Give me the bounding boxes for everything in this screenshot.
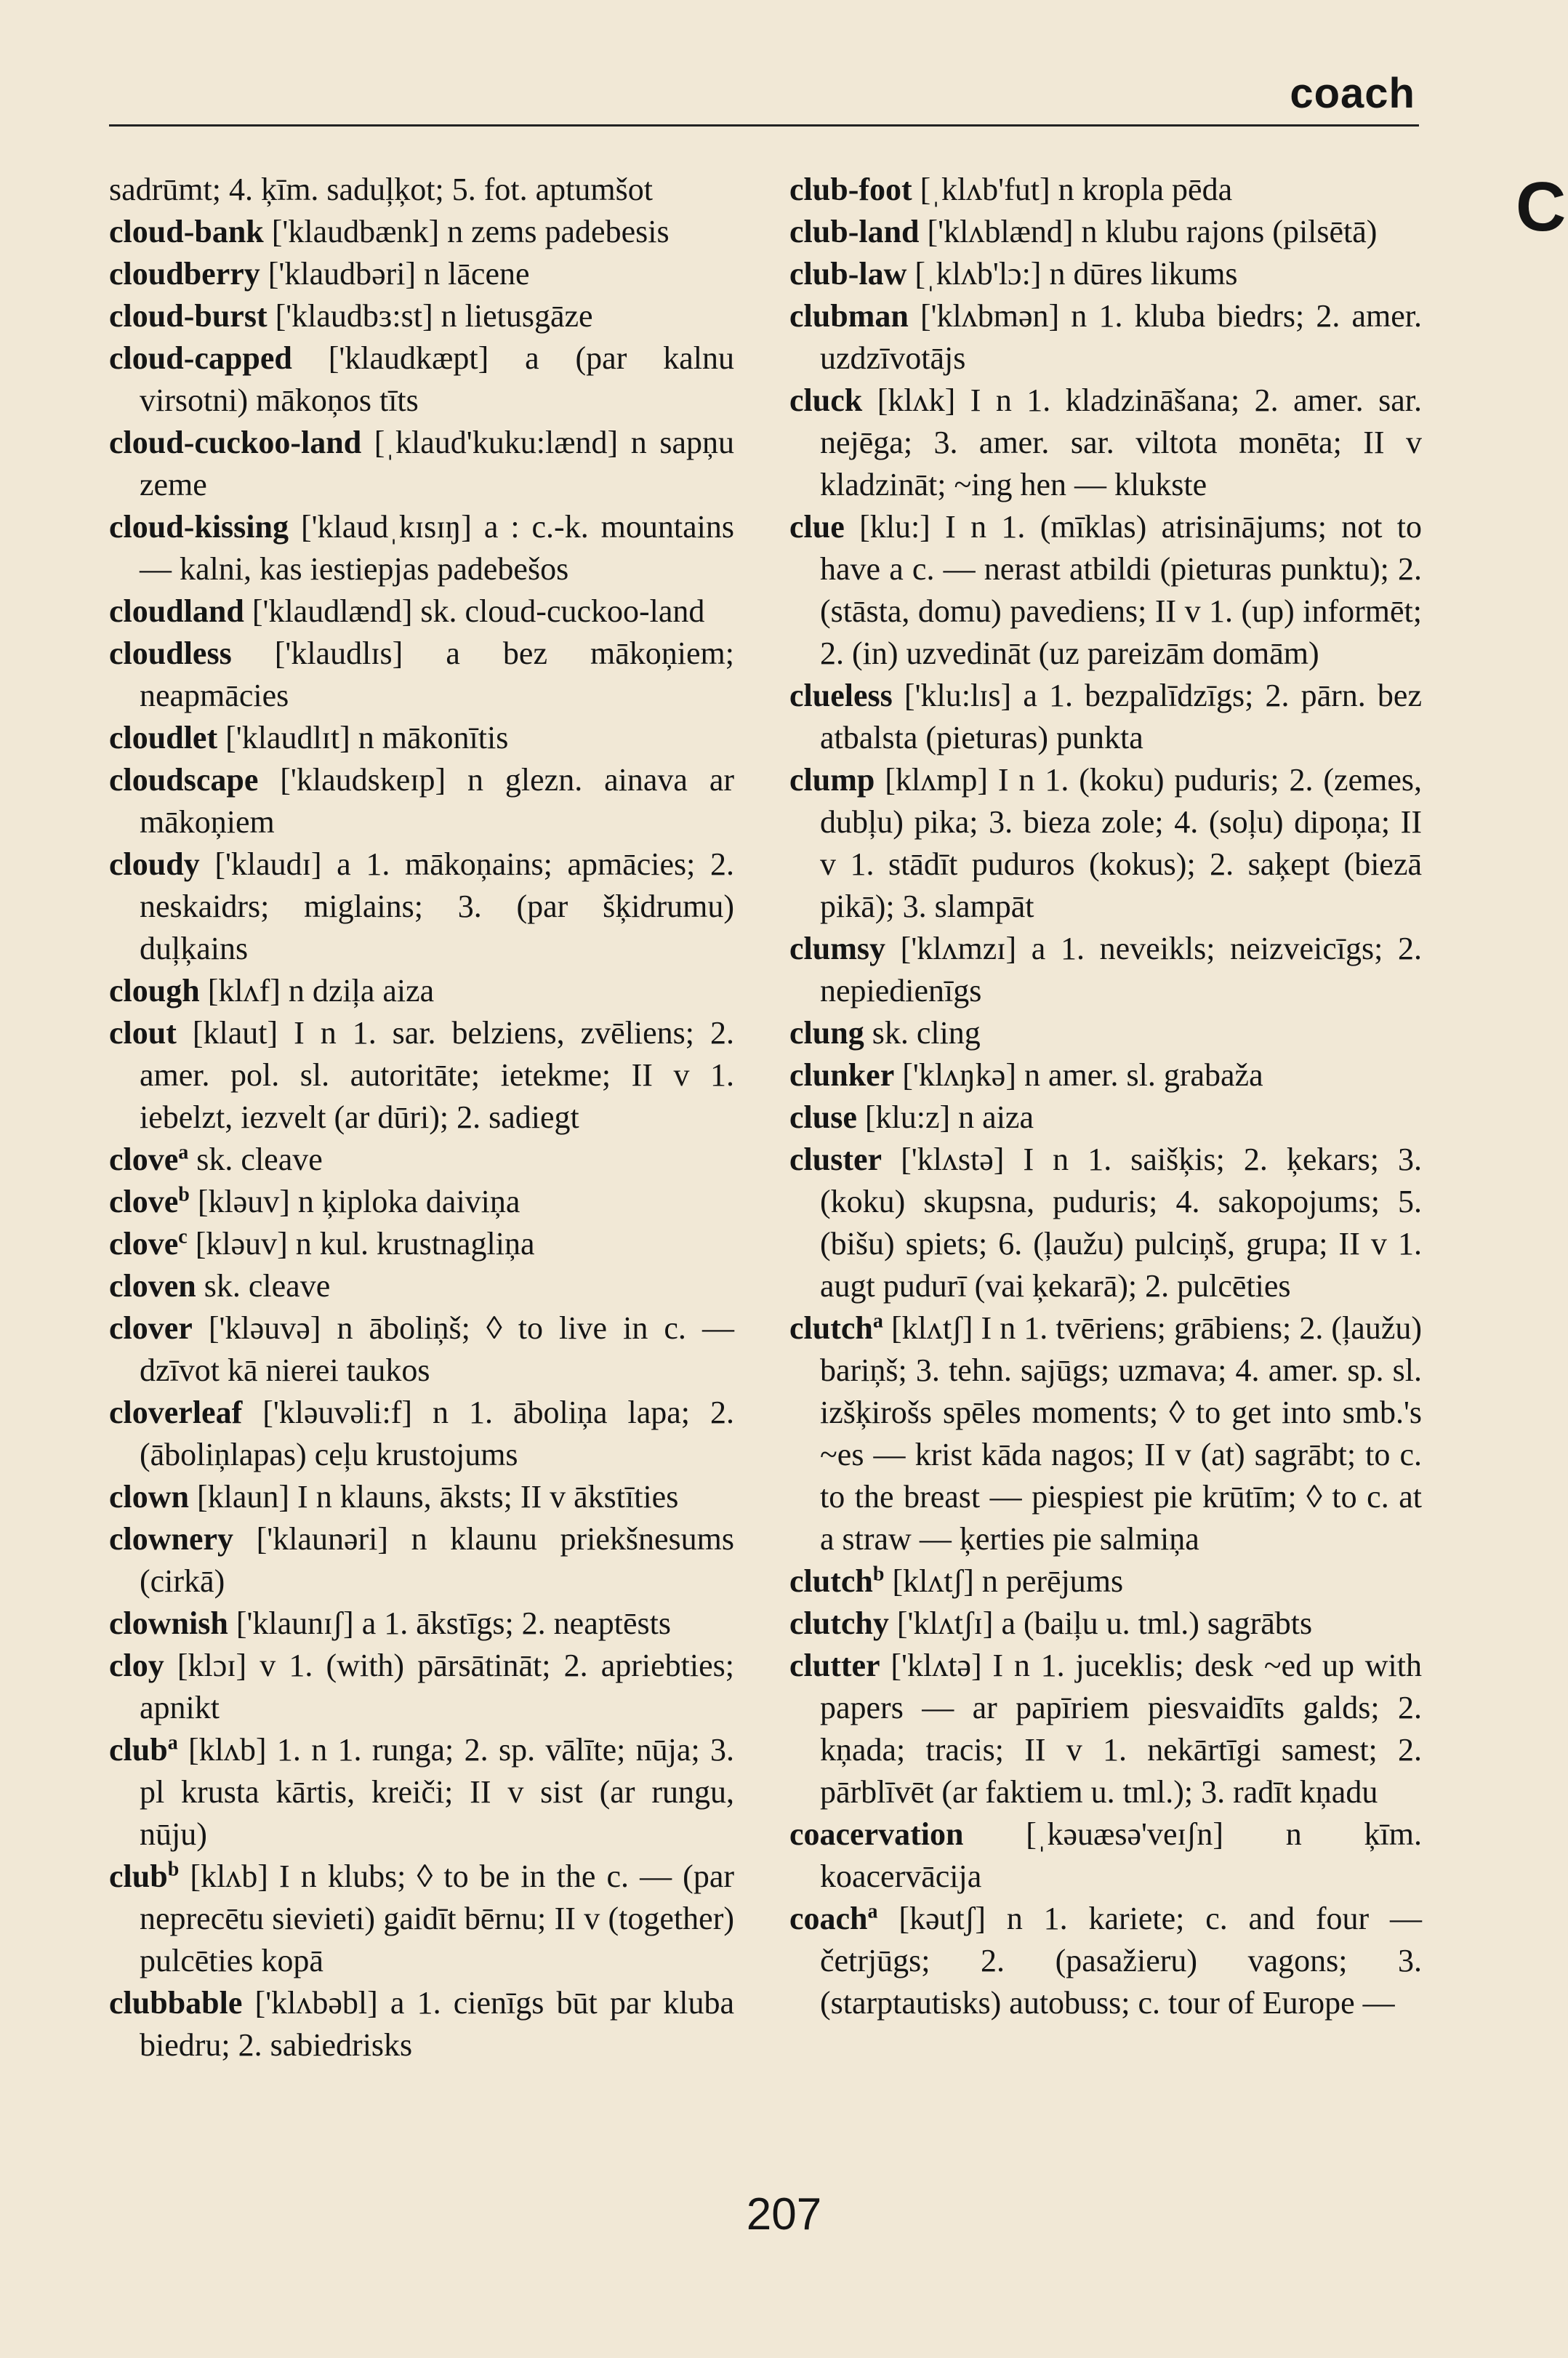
entry-definition: ['klaudlænd] sk. cloud-cuckoo-land bbox=[244, 593, 705, 629]
entry-headword: clutter bbox=[789, 1648, 880, 1683]
entry-definition: ['klaunɪʃ] a 1. ākstīgs; 2. neaptēsts bbox=[228, 1605, 671, 1641]
entry-definition: [klʌb] I n klubs; ◊ to be in the c. — (par neprecētu sievieti) gaidīt bērnu; II v (together) pulcēties kopā bbox=[140, 1858, 734, 1978]
entry-headword: cloud-burst bbox=[109, 298, 268, 334]
thumb-index-letter: C bbox=[1516, 168, 1567, 246]
dictionary-entry bbox=[789, 928, 1422, 1012]
homograph-superscript: b bbox=[872, 1563, 885, 1586]
dictionary-entry bbox=[789, 1898, 1422, 2024]
dictionary-entry bbox=[789, 1096, 1422, 1139]
entry-definition: [klʌb] 1. n 1. runga; 2. sp. vālīte; nūja; 3. pl krusta kārtis, kreiči; II v sist (ar rungu, nūju) bbox=[140, 1732, 734, 1852]
dictionary-entry bbox=[789, 211, 1422, 253]
entry-definition: ['klʌŋkə] n amer. sl. grabaža bbox=[894, 1057, 1263, 1093]
entry-headword: club bbox=[109, 1858, 168, 1894]
entry-definition: [kəutʃ] n 1. kariete; c. and four — četrjūgs; 2. (pasažieru) vagons; 3. (starptautisks) autobuss; c. tour of Europe — bbox=[820, 1901, 1422, 2021]
homograph-superscript: c bbox=[178, 1225, 188, 1248]
entry-headword: clownery bbox=[109, 1521, 234, 1557]
entry-headword: cloud-bank bbox=[109, 214, 264, 249]
entry-definition: ['kləuvə] n āboliņš; ◊ to live in c. — dzīvot kā nierei taukos bbox=[140, 1310, 734, 1388]
dictionary-entry bbox=[109, 759, 734, 843]
dictionary-entry bbox=[109, 1982, 734, 2066]
entry-definition: [klʌtʃ] I n 1. tvēriens; grābiens; 2. (ļaužu) bariņš; 3. tehn. sajūgs; uzmava; 4. amer. sp. sl. izšķirošs spēles moments; ◊ to get into smb.'s ~es — krist kāda nagos; II v (at) sagrābt; to c. to the breast — piespiest pie krūtīm; ◊ to c. at a straw — ķerties pie salmiņa bbox=[820, 1310, 1422, 1557]
entry-definition: ['klʌbmən] n 1. kluba biedrs; 2. amer. uzdzīvotājs bbox=[820, 298, 1422, 376]
entry-definition: [klʌf] n dziļa aiza bbox=[199, 973, 435, 1008]
dictionary-entry bbox=[109, 1645, 734, 1729]
dictionary-entry bbox=[109, 211, 734, 253]
dictionary-entry bbox=[109, 717, 734, 759]
entry-headword: clover bbox=[109, 1310, 193, 1346]
entry-definition: [klaut] I n 1. sar. belziens, zvēliens; 2. amer. pol. sl. autoritāte; ietekme; II v 1. iebelzt, iezvelt (ar dūri); 2. sadiegt bbox=[140, 1015, 734, 1135]
dictionary-entry bbox=[109, 1476, 734, 1518]
entry-continuation: sadrūmt; 4. ķīm. saduļķot; 5. fot. aptumšot bbox=[109, 172, 653, 207]
running-head: coach bbox=[1290, 70, 1415, 117]
entry-headword: clump bbox=[789, 762, 875, 798]
entry-headword: cluster bbox=[789, 1142, 882, 1177]
entry-definition: ['klaudlɪt] n mākonītis bbox=[217, 720, 509, 755]
dictionary-entry bbox=[789, 380, 1422, 506]
entry-definition: ['klʌbəbl] a 1. cienīgs būt par kluba biedru; 2. sabiedrisks bbox=[140, 1985, 734, 2063]
entry-definition: ['klaudɪ] a 1. mākoņains; apmācies; 2. neskaidrs; miglains; 3. (par šķidrumu) duļķains bbox=[140, 846, 734, 966]
homograph-superscript: a bbox=[167, 1731, 178, 1755]
entry-definition: ['klʌtə] I n 1. juceklis; desk ~ed up with papers — ar papīriem piesvaidīts galds; 2. kņada; tracis; II v 1. nekārtīgi samest; 2. pārblīvēt (ar faktiem u. tml.); 3. radīt kņadu bbox=[820, 1648, 1422, 1810]
dictionary-entry bbox=[789, 506, 1422, 675]
dictionary-entry bbox=[789, 1054, 1422, 1096]
entry-headword: clutchy bbox=[789, 1605, 889, 1641]
entry-headword: clumsy bbox=[789, 931, 885, 966]
entry-headword: cluse bbox=[789, 1099, 857, 1135]
page-number: 207 bbox=[746, 2189, 822, 2239]
entry-headword: cloudlet bbox=[109, 720, 218, 755]
homograph-superscript: b bbox=[167, 1858, 180, 1881]
entry-headword: club-land bbox=[789, 214, 920, 249]
entry-definition: [klʌk] I n 1. kladzināšana; 2. amer. sar. nejēga; 3. amer. sar. viltota monēta; II v kladzināt; ~ing hen — klukste bbox=[820, 382, 1422, 502]
dictionary-entry bbox=[109, 337, 734, 422]
dictionary-entry bbox=[789, 1813, 1422, 1898]
dictionary-entry bbox=[789, 1012, 1422, 1054]
entry-headword: cloudless bbox=[109, 635, 232, 671]
right-column bbox=[789, 169, 1422, 2024]
dictionary-entry bbox=[789, 295, 1422, 380]
entry-headword: clutch bbox=[789, 1310, 873, 1346]
entry-definition: ['klʌmzɪ] a 1. neveikls; neizveicīgs; 2. nepiedienīgs bbox=[820, 931, 1422, 1008]
entry-headword: clubbable bbox=[109, 1985, 243, 2021]
dictionary-entry bbox=[789, 1645, 1422, 1813]
entry-definition: [kləuv] n ķiploka daiviņa bbox=[189, 1184, 520, 1219]
entry-headword: club-foot bbox=[789, 172, 912, 207]
entry-headword: clubman bbox=[789, 298, 909, 334]
dictionary-entry bbox=[109, 253, 734, 295]
entry-headword: clueless bbox=[789, 678, 893, 713]
dictionary-entry bbox=[109, 1223, 734, 1265]
entry-definition: [klʌmp] I n 1. (koku) puduris; 2. (zemes, dubļu) pika; 3. bieza zole; 4. (soļu) dipoņa; II v 1. stādīt puduros (kokus); 2. saķept (biezā pikā); 3. slampāt bbox=[820, 762, 1422, 924]
entry-definition: ['klu:lɪs] a 1. bezpalīdzīgs; 2. pārn. bez atbalsta (pieturas) punkta bbox=[820, 678, 1422, 755]
entry-definition: ['klʌblænd] n klubu rajons (pilsētā) bbox=[919, 214, 1378, 249]
dictionary-entry bbox=[109, 1392, 734, 1476]
dictionary-entry bbox=[109, 970, 734, 1012]
entry-headword: cloudy bbox=[109, 846, 200, 882]
entry-definition: [ˌklʌb'fut] n kropla pēda bbox=[912, 172, 1233, 207]
homograph-superscript: b bbox=[178, 1183, 190, 1206]
entry-headword: cloudland bbox=[109, 593, 244, 629]
entry-definition: ['klʌtʃɪ] a (baiļu u. tml.) sagrābts bbox=[888, 1605, 1313, 1641]
homograph-superscript: a bbox=[178, 1141, 189, 1164]
header-rule bbox=[109, 124, 1419, 127]
entry-definition: [klɔɪ] v 1. (with) pārsātināt; 2. apriebties; apnikt bbox=[140, 1648, 734, 1725]
dictionary-entry bbox=[109, 1139, 734, 1181]
entry-definition: sk. cleave bbox=[196, 1268, 331, 1304]
dictionary-entry bbox=[109, 295, 734, 337]
dictionary-entry bbox=[789, 1307, 1422, 1560]
entry-headword: cloy bbox=[109, 1648, 164, 1683]
dictionary-entry bbox=[789, 1560, 1422, 1603]
dictionary-entry bbox=[109, 1518, 734, 1603]
entry-headword: cloud-kissing bbox=[109, 509, 289, 545]
entry-definition: [klu:] I n 1. (mīklas) atrisinājums; not to have a c. — nerast atbildi (pieturas punktu); 2. (stāsta, domu) pavediens; II v 1. (up) informēt; 2. (in) uzvedināt (uz pareizām domām) bbox=[820, 509, 1422, 671]
entry-headword: cloud-capped bbox=[109, 340, 292, 376]
left-column bbox=[109, 169, 734, 2066]
entry-headword: clunker bbox=[789, 1057, 895, 1093]
entry-definition: ['klaunəri] n klaunu priekšnesums (cirkā) bbox=[140, 1521, 734, 1599]
entry-definition: ['klaudbɜ:st] n lietusgāze bbox=[267, 298, 593, 334]
entry-headword: cloven bbox=[109, 1268, 196, 1304]
entry-headword: clutch bbox=[789, 1563, 873, 1599]
entry-definition: sk. cling bbox=[864, 1015, 981, 1051]
dictionary-entry bbox=[789, 1139, 1422, 1307]
entry-headword: clownish bbox=[109, 1605, 228, 1641]
dictionary-entry bbox=[109, 1729, 734, 1856]
entry-headword: cluck bbox=[789, 382, 863, 418]
entry-definition: ['klʌstə] I n 1. saišķis; 2. ķekars; 3. (koku) skupsna, puduris; 4. sakopojums; 5. (bišu) spiets; 6. (ļaužu) pulciņš, grupa; II v 1. augt pudurī (vai ķekarā); 2. pulcēties bbox=[820, 1142, 1422, 1304]
entry-definition: ['kləuvəli:f] n 1. āboliņa lapa; 2. (āboliņlapas) ceļu krustojums bbox=[140, 1395, 734, 1472]
entry-headword: cloudscape bbox=[109, 762, 259, 798]
dictionary-entry bbox=[109, 843, 734, 970]
dictionary-entry bbox=[109, 590, 734, 633]
entry-definition: [klaun] I n klauns, āksts; II v ākstīties bbox=[189, 1479, 679, 1515]
entry-headword: coach bbox=[789, 1901, 868, 1936]
entry-definition: ['klaudlɪs] a bez mākoņiem; neapmācies bbox=[140, 635, 734, 713]
entry-definition: ['klaudbænk] n zems padebesis bbox=[263, 214, 670, 249]
entry-headword: club-law bbox=[789, 256, 907, 292]
dictionary-entry bbox=[109, 1856, 734, 1982]
dictionary-entry bbox=[109, 169, 734, 211]
entry-headword: clove bbox=[109, 1184, 179, 1219]
entry-definition: [kləuv] n kul. krustnagliņa bbox=[187, 1226, 535, 1262]
dictionary-entry bbox=[109, 633, 734, 717]
dictionary-entry bbox=[789, 759, 1422, 928]
entry-definition: ['klaudkæpt] a (par kalnu virsotni) mākoņos tīts bbox=[140, 340, 734, 418]
entry-definition: sk. cleave bbox=[188, 1142, 323, 1177]
homograph-superscript: a bbox=[872, 1310, 883, 1333]
homograph-superscript: a bbox=[867, 1900, 878, 1923]
entry-definition: ['klaudskeɪp] n glezn. ainava ar mākoņiem bbox=[140, 762, 734, 840]
entry-definition: [klu:z] n aiza bbox=[856, 1099, 1034, 1135]
dictionary-entry bbox=[789, 169, 1422, 211]
dictionary-entry bbox=[789, 675, 1422, 759]
dictionary-entry bbox=[789, 1603, 1422, 1645]
entry-definition: ['klaudˌkɪsɪŋ] a : c.-k. mountains — kalni, kas iestiepjas padebešos bbox=[140, 509, 734, 587]
entry-headword: clung bbox=[789, 1015, 864, 1051]
entry-definition: ['klaudbəri] n lācene bbox=[260, 256, 530, 292]
dictionary-entry bbox=[109, 422, 734, 506]
entry-headword: clough bbox=[109, 973, 200, 1008]
dictionary-entry bbox=[789, 253, 1422, 295]
entry-headword: clove bbox=[109, 1226, 179, 1262]
dictionary-entry bbox=[109, 1012, 734, 1139]
dictionary-entry bbox=[109, 1307, 734, 1392]
entry-definition: [ˌklʌb'lɔ:] n dūres likums bbox=[906, 256, 1238, 292]
dictionary-entry bbox=[109, 506, 734, 590]
entry-headword: clove bbox=[109, 1142, 179, 1177]
entry-headword: clout bbox=[109, 1015, 177, 1051]
dictionary-entry bbox=[109, 1265, 734, 1307]
entry-definition: [ˌklaud'kuku:lænd] n sapņu zeme bbox=[140, 425, 734, 502]
entry-headword: clown bbox=[109, 1479, 189, 1515]
entry-definition: [klʌtʃ] n perējums bbox=[884, 1563, 1124, 1599]
entry-headword: coacervation bbox=[789, 1816, 964, 1852]
entry-headword: cloudberry bbox=[109, 256, 260, 292]
dictionary-entry bbox=[109, 1603, 734, 1645]
entry-headword: cloverleaf bbox=[109, 1395, 243, 1430]
dictionary-entry bbox=[109, 1181, 734, 1223]
entry-headword: club bbox=[109, 1732, 168, 1768]
entry-definition: [ˌkəuæsə'veɪʃn] n ķīm. koacervācija bbox=[820, 1816, 1422, 1894]
entry-headword: clue bbox=[789, 509, 845, 545]
entry-headword: cloud-cuckoo-land bbox=[109, 425, 362, 460]
